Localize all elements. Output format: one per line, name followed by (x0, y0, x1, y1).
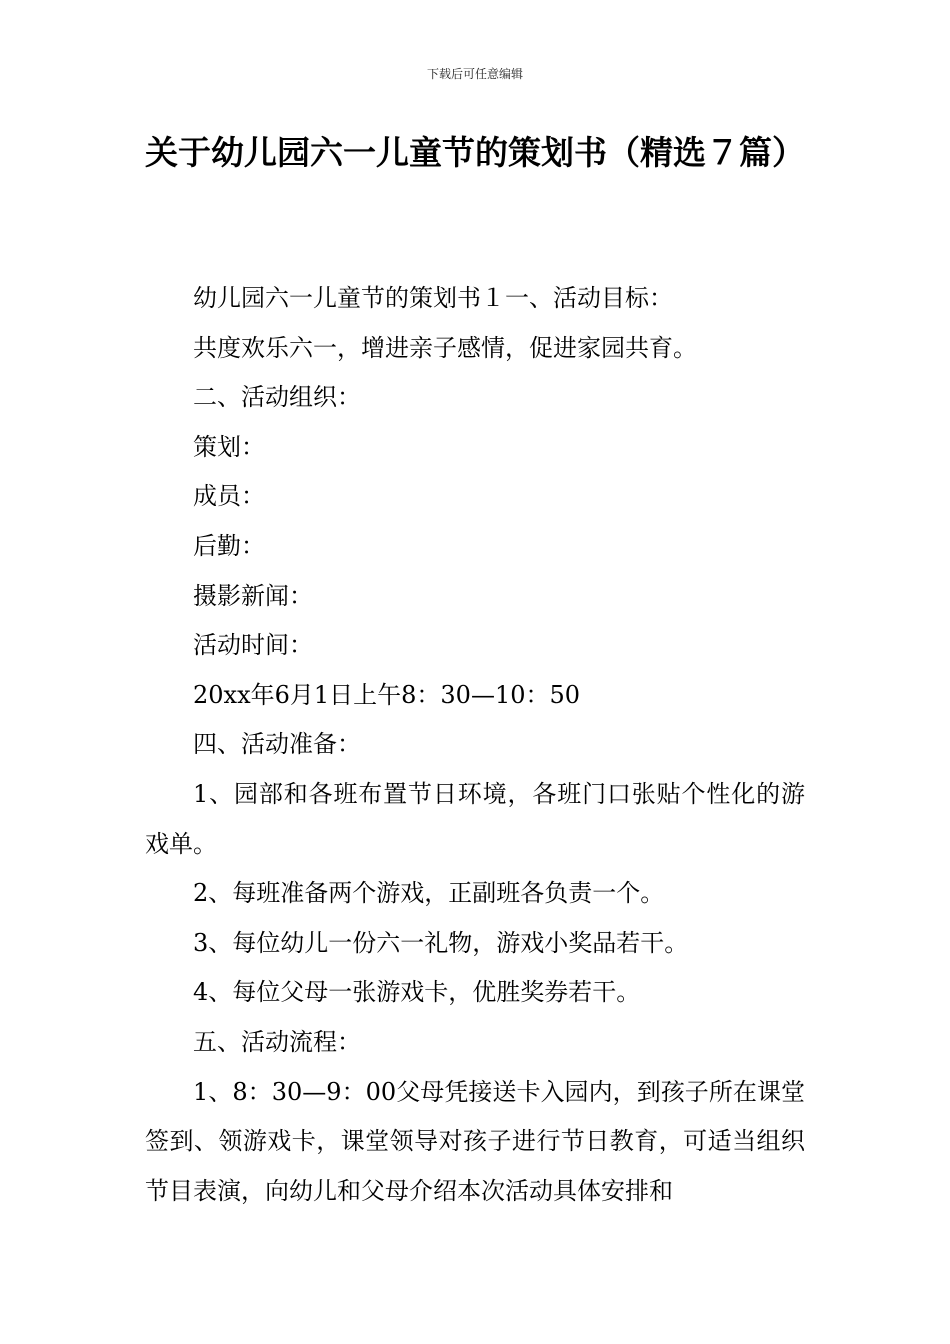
document-title: 关于幼儿园六一儿童节的策划书（精选７篇） (145, 133, 805, 172)
page-header: 下载后可任意编辑 (426, 67, 523, 81)
paragraph-prep-2: 2、每班准备两个游戏，正副班各负责一个。 (193, 879, 665, 908)
paragraph-logistics: 后勤： (193, 531, 265, 560)
paragraph-intro-goal-heading: 幼儿园六一儿童节的策划书１一、活动目标： (193, 284, 673, 312)
paragraph-process-heading: 五、活动流程： (193, 1027, 361, 1056)
paragraph-process-1: 1、8：30—9：00父母凭接送卡入园内，到孩子所在课堂签到、领游戏卡，课堂领导对孩子进行节日教育，可适当组织节目表演，向幼儿和父母介绍本次活动具体安排和 (145, 1077, 805, 1205)
document-body (145, 274, 805, 1216)
paragraph-planning: 策划： (193, 432, 265, 461)
paragraph-members: 成员： (193, 482, 265, 511)
paragraph-time: 20xx年6月1日上午8：30—10：50 (193, 680, 581, 709)
paragraph-prep-4: 4、每位父母一张游戏卡，优胜奖券若干。 (193, 978, 641, 1007)
paragraph-prep-1: 1、园部和各班布置节日环境，各班门口张贴个性化的游戏单。 (145, 779, 805, 858)
paragraph-time-heading: 活动时间： (193, 631, 313, 660)
paragraph-goal: 共度欢乐六一，增进亲子感情，促进家园共育。 (193, 333, 697, 362)
paragraph-organization-heading: 二、活动组织： (193, 383, 361, 412)
paragraph-photo-news: 摄影新闻： (193, 581, 313, 610)
paragraph-prep-3: 3、每位幼儿一份六一礼物，游戏小奖品若干。 (193, 928, 689, 957)
paragraph-preparation-heading: 四、活动准备： (193, 730, 361, 759)
